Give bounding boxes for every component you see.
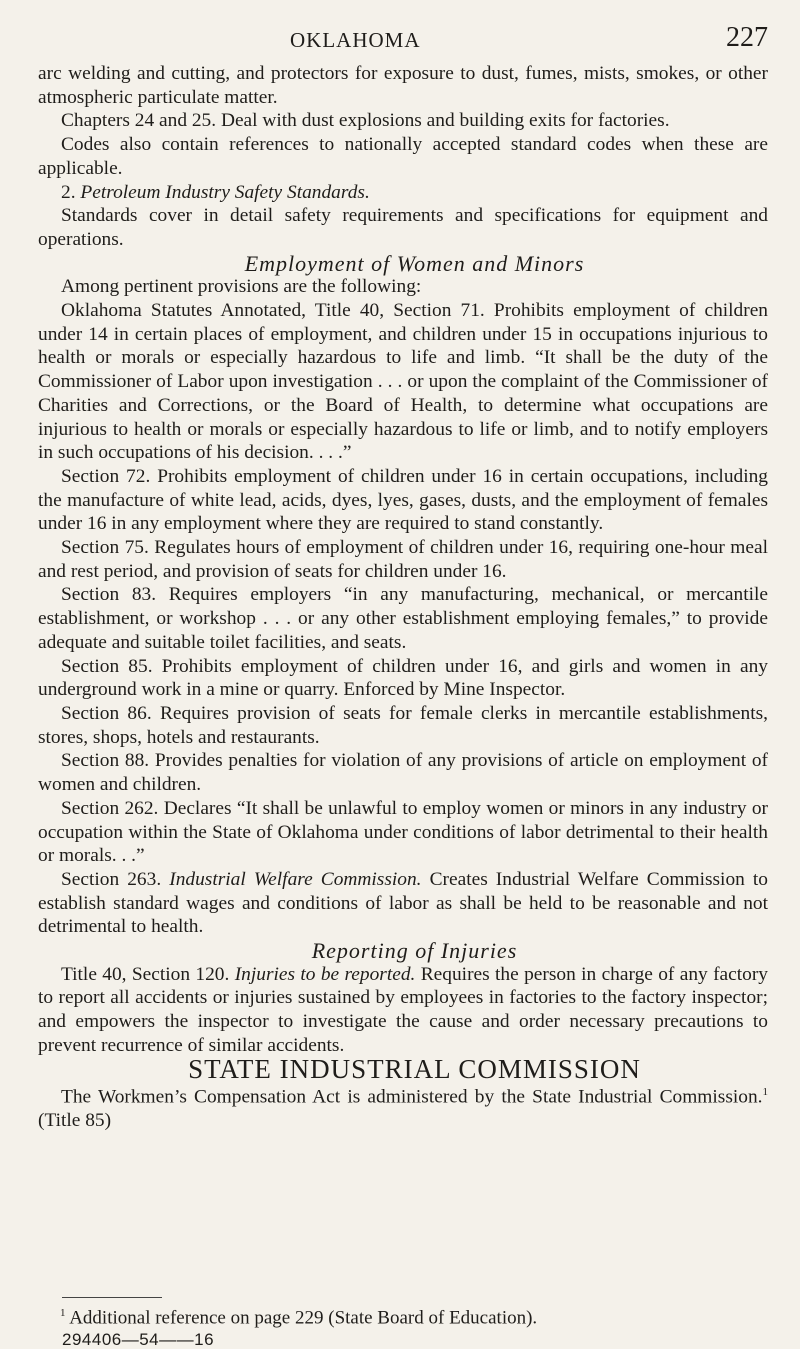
- paragraph: Section 262. Declares “It shall be unlawful to employ women or minors in any industry or occupation within the State of Oklahoma under conditions of labor detrimental to their health or morals. . .”: [38, 797, 768, 867]
- paragraph: Chapters 24 and 25. Deal with dust explosions and building exits for factories.: [61, 110, 670, 132]
- print-code: 294406—54——16: [62, 1330, 215, 1349]
- paragraph: Section 88. Provides penalties for violation of any provisions of article on employment of women and children.: [38, 750, 768, 796]
- paragraph: Section 83. Requires employers “in any manufacturing, mechanical, or mercantile establishment, or workshop . . . or any other establishment employing females,” to provide adequate and suitable toilet facilities, and seats.: [38, 584, 768, 653]
- paragraph: Oklahoma Statutes Annotated, Title 40, Section 71. Prohibits employment of children under 14 in certain places of employment, and children under 15 in occupations injurious to health or morals or especially hazardous to life and limb. “It shall be the duty of the Commissioner of Labor upon investigation . . . or upon the complaint of the Commissioner of Charities and Corrections, or the Board of Health, to determine what occupations are injurious to health or morals or especially hazardous to life or limb, and to notify employers in such occupations of his decision. . . .”: [38, 300, 768, 464]
- section-title: Industrial Welfare Commission.: [169, 868, 422, 890]
- paragraph: arc welding and cutting, and protectors for exposure to dust, fumes, mists, smokes, or other atmospheric particulate matter.: [38, 63, 768, 108]
- section-heading: Employment of Women and Minors: [244, 250, 585, 276]
- item-number: 2.: [61, 181, 76, 203]
- running-head: [0, 22, 800, 58]
- section-lead: Section 263.: [61, 868, 162, 890]
- page-title: OKLAHOMA: [290, 28, 421, 52]
- section-lead: Title 40, Section 120.: [61, 963, 230, 985]
- section-heading: STATE INDUSTRIAL COMMISSION: [188, 1053, 641, 1084]
- footnote-divider: [62, 1297, 162, 1298]
- footnote-marker[interactable]: 1: [762, 1086, 768, 1099]
- paragraph: Codes also contain references to nationally accepted standard codes when these are applicable.: [38, 134, 768, 179]
- section-text: The Workmen’s Compensation Act is administered by the State Industrial Commission.: [61, 1086, 763, 1108]
- page-body: [38, 62, 768, 1133]
- section-text: (Title 85): [38, 1110, 112, 1132]
- paragraph: Section 86. Requires provision of seats for female clerks in mercantile establishments, stores, shops, hotels and restaurants.: [38, 702, 768, 748]
- paragraph: Section 75. Regulates hours of employment of children under 16, requiring one-hour meal and rest period, and provision of seats for children under 16.: [38, 537, 768, 582]
- section-heading: Reporting of Injuries: [311, 938, 518, 964]
- numbered-item: [38, 181, 768, 205]
- item-title: Petroleum Industry Safety Standards.: [80, 181, 370, 203]
- paragraph: Section 72. Prohibits employment of children under 16 in certain occupations, including the manufacture of white lead, acids, dyes, lyes, gases, dusts, and the employment of females under 16 in any employment where they are required to stand constantly.: [38, 465, 768, 535]
- footnote-marker: 1: [60, 1307, 66, 1319]
- paragraph: [38, 868, 768, 939]
- section-text: Creates Industrial Welfare Commission to establish standard wages and conditions of labor as shall be held to be reasonable and not detrimental to health.: [38, 868, 768, 938]
- paragraph: Section 85. Prohibits employment of children under 16, and girls and women in any underground work in a mine or quarry. Enforced by Mine Inspector.: [38, 655, 768, 701]
- section-text: Requires the person in charge of any factory to report all accidents or injuries sustained by employees in factories to the factory inspector; and empowers the inspector to investigate the cause and order necessary precautions to prevent recurrence of similar accidents.: [38, 963, 769, 1056]
- paragraph: [38, 1081, 768, 1133]
- section-title: Injuries to be reported.: [234, 963, 416, 985]
- paragraph: [38, 963, 768, 1058]
- paragraph: Standards cover in detail safety requirements and specifications for equipment and operations.: [38, 205, 768, 250]
- paragraph: Among pertinent provisions are the following:: [61, 276, 422, 298]
- footnote-text: Additional reference on page 229 (State Board of Education).: [69, 1307, 538, 1329]
- page-number: 227: [726, 22, 768, 53]
- footnote: [60, 1307, 760, 1329]
